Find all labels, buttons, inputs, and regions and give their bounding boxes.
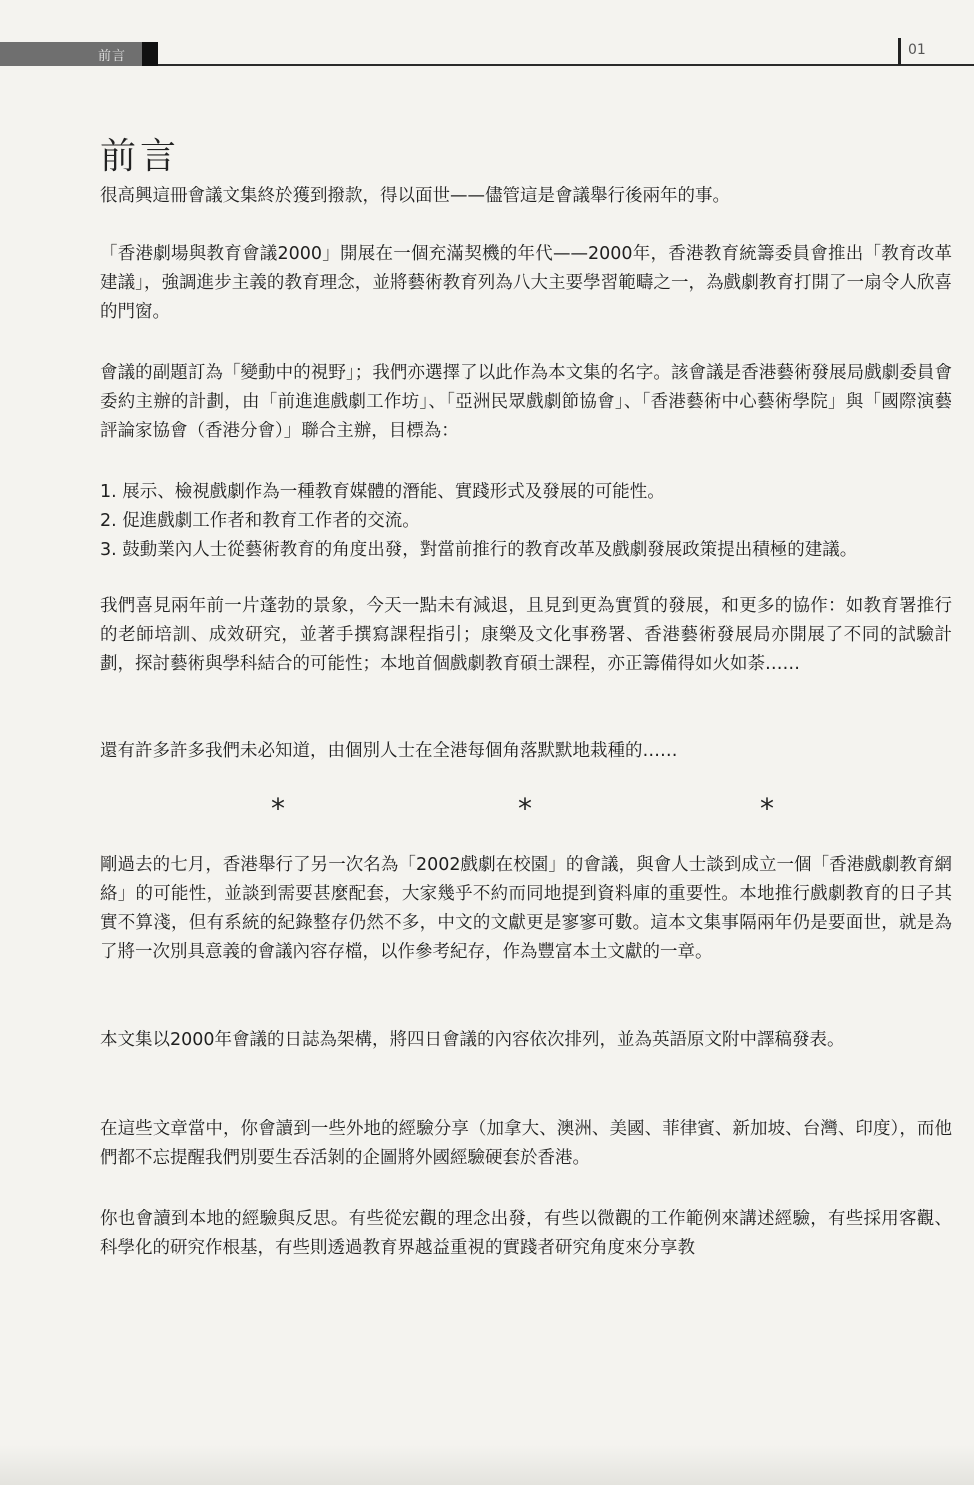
divider-asterisk: * <box>271 792 285 825</box>
header-block <box>142 42 158 66</box>
goal-item: 2. 促進戲劇工作者和教育工作者的交流。 <box>100 511 420 531</box>
running-header: 前言 <box>98 49 127 64</box>
paragraph-unknown: 還有許多許多我們未必知道，由個別人士在全港每個角落默默地栽種的…… <box>100 741 678 761</box>
page-title: 前言 <box>100 136 181 178</box>
paragraph-overseas: 在這些文章當中，你會讀到一些外地的經驗分享（加拿大、澳洲、美國、菲律賓、新加坡、台灣、印度），而他們都不忘提醒我們別要生吞活剝的企圖將外國經驗硬套於香港。 <box>100 1119 952 1168</box>
header-rule <box>158 64 974 66</box>
paragraph-structure: 本文集以2000年會議的日誌為架構，將四日會議的內容依次排列，並為英語原文附中譯稿發表。 <box>100 1030 845 1050</box>
paragraph-july: 剛過去的七月，香港舉行了另一次名為「2002戲劇在校園」的會議，與會人士談到成立一個「香港戲劇教育網絡」的可能性，並談到需要甚麼配套，大家幾乎不約而同地提到資料庫的重要性。本地推行戲劇教育的日子其實不算淺，但有系統的紀錄整存仍然不多，中文的文獻更是寥寥可數。這本文集事隔兩年仍是要面世，就是為了將一次別具意義的會議內容存檔，以作參考紀存，作為豐富本土文獻的一章。 <box>100 855 952 962</box>
paragraph-local: 你也會讀到本地的經驗與反思。有些從宏觀的理念出發，有些以微觀的工作範例來講述經驗，有些採用客觀、科學化的研究作根基，有些則透過教育界越益重視的實踐者研究角度來分享教 <box>100 1209 952 1258</box>
goal-item: 3. 鼓動業內人士從藝術教育的角度出發，對當前推行的教育改革及戲劇發展政策提出積極的建議。 <box>100 540 858 560</box>
goal-item: 1. 展示、檢視戲劇作為一種教育媒體的潛能、實踐形式及發展的可能性。 <box>100 482 665 502</box>
goals-list <box>100 478 960 565</box>
page-number: 01 <box>908 42 926 58</box>
divider-asterisk: * <box>518 792 532 825</box>
paragraph-conference: 「香港劇場與教育會議2000」開展在一個充滿契機的年代——2000年，香港教育統籌委員會推出「教育改革建議」，強調進步主義的教育理念，並將藝術教育列為八大主要學習範疇之一，為戲劇教育打開了一扇令人欣喜的門窗。 <box>100 244 952 322</box>
paragraph-subtitle: 會議的副題訂為「變動中的視野」；我們亦選擇了以此作為本文集的名字。該會議是香港藝術發展局戲劇委員會委約主辦的計劃，由「前進進戲劇工作坊」、「亞洲民眾戲劇節協會」、「香港藝術中心藝術學院」與「國際演藝評論家協會（香港分會）」聯合主辦，目標為： <box>100 363 952 441</box>
page-shadow <box>0 1445 974 1485</box>
paragraph-development: 我們喜見兩年前一片蓬勃的景象，今天一點未有減退，且見到更為實質的發展，和更多的協作：如教育署推行的老師培訓、成效研究，並著手撰寫課程指引；康樂及文化事務署、香港藝術發展局亦開展了不同的試驗計劃，探討藝術與學科結合的可能性；本地首個戲劇教育碩士課程，亦正籌備得如火如荼…… <box>100 596 952 674</box>
page-number-bar <box>898 38 901 65</box>
divider-asterisk: * <box>760 792 774 825</box>
paragraph-intro: 很高興這冊會議文集終於獲到撥款，得以面世——儘管這是會議舉行後兩年的事。 <box>100 186 730 206</box>
